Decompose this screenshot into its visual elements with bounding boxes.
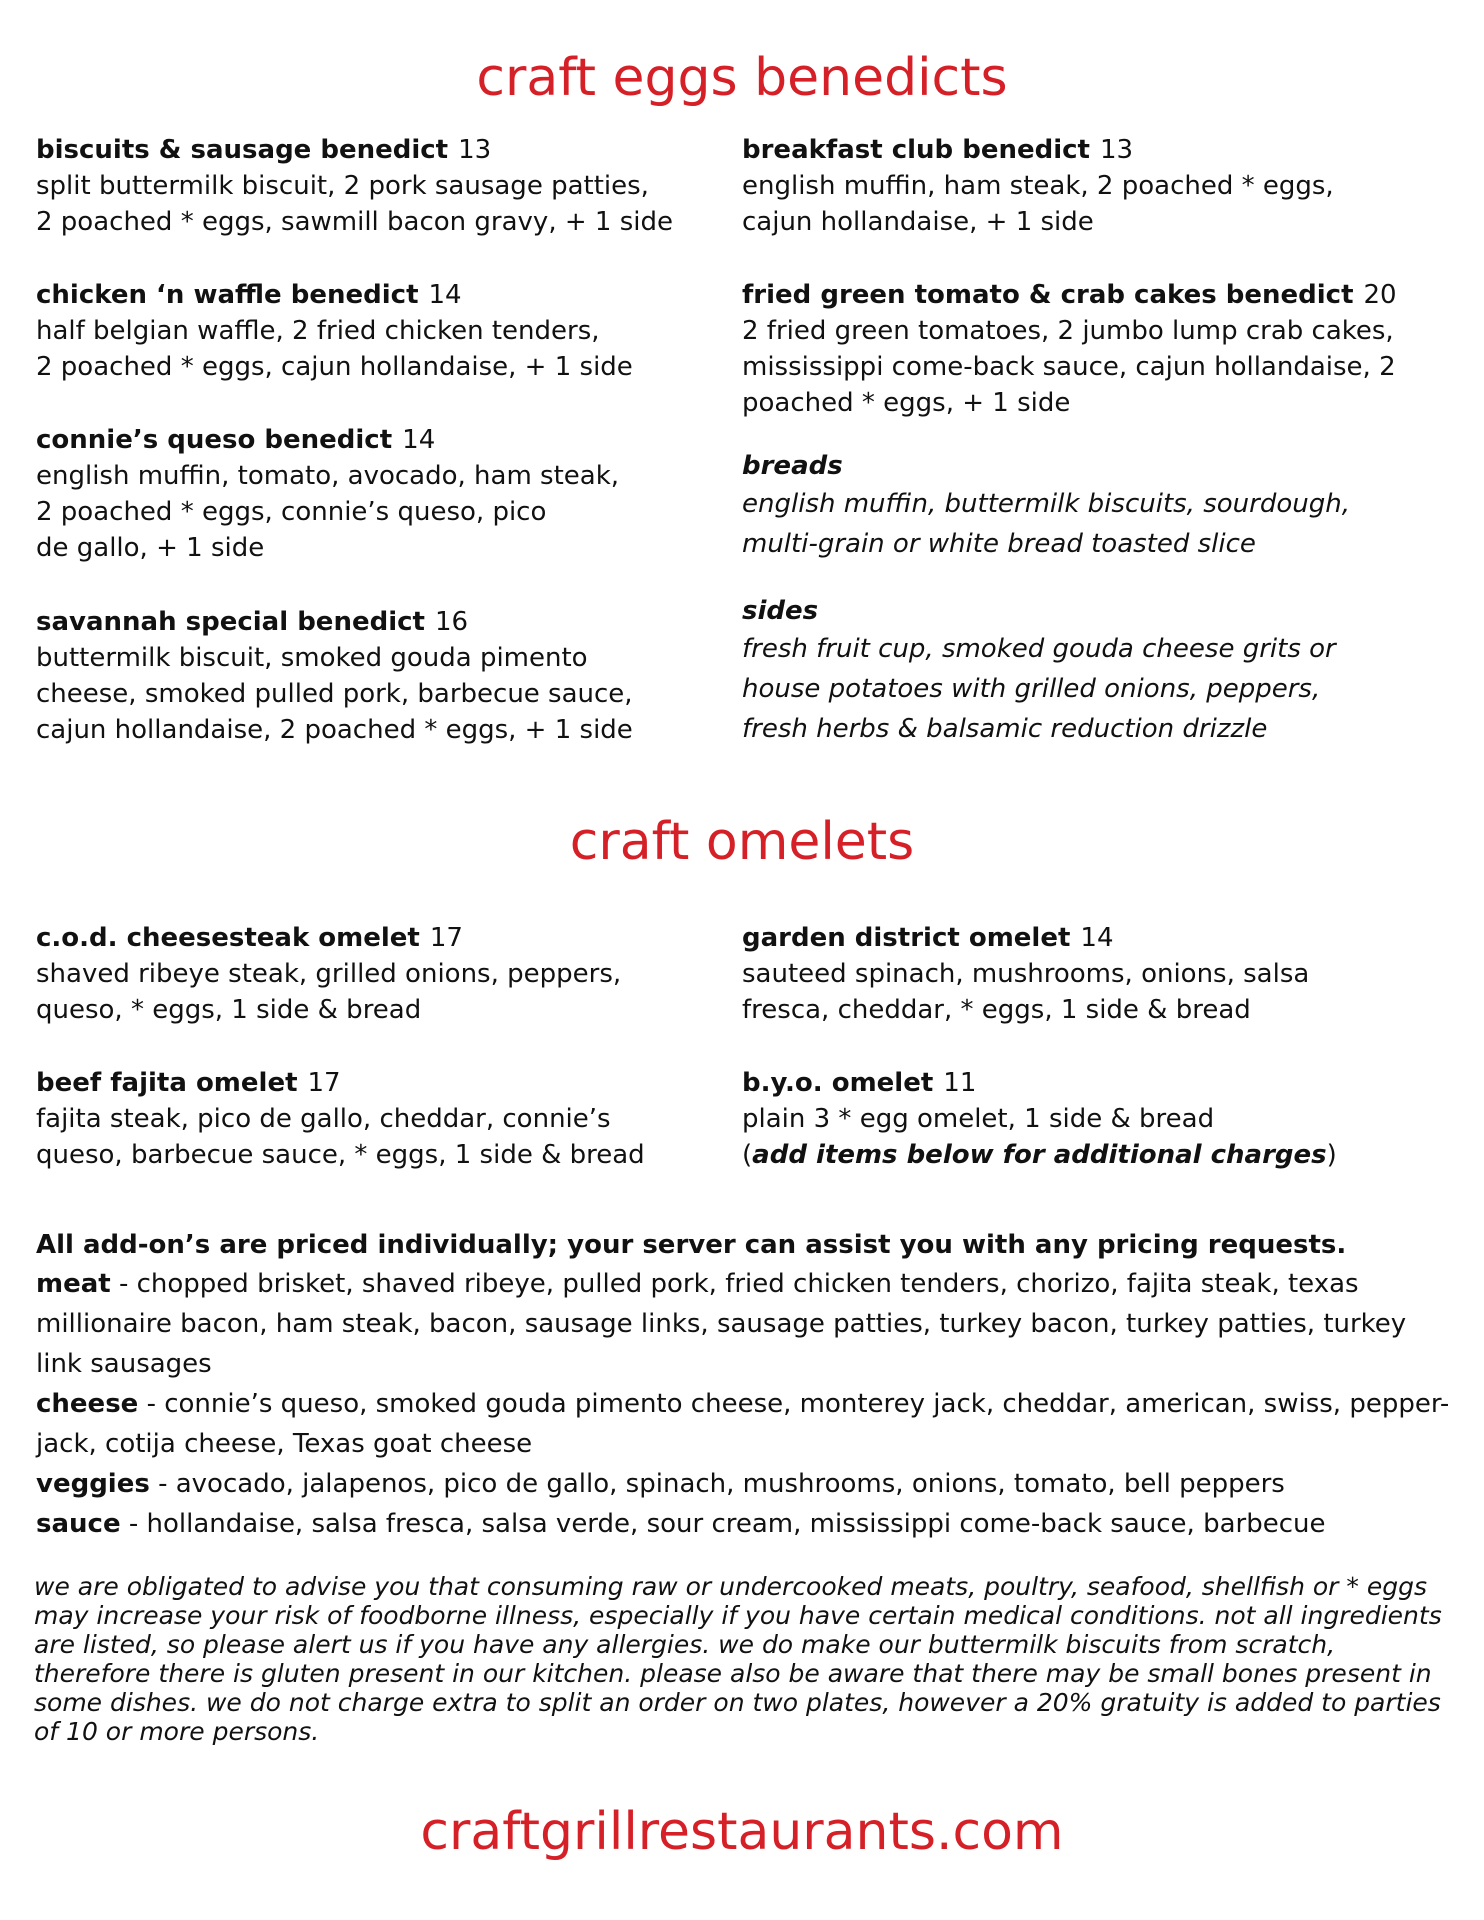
menu-item-breakfast-club-benedict: [742, 132, 1462, 240]
website-url[interactable]: craftgrillrestaurants.com: [420, 1802, 1064, 1862]
item-description: [742, 956, 1462, 1028]
addon-label: sauce: [36, 1509, 121, 1539]
menu-item-cod-cheesesteak-omelet: [36, 920, 756, 1028]
item-price: 16: [434, 607, 469, 637]
item-name: connie’s queso benedict: [36, 425, 393, 455]
sides-line: house potatoes with grilled onions, peppers,: [742, 674, 1321, 704]
item-name: fried green tomato & crab cakes benedict: [742, 280, 1354, 310]
item-name: garden district omelet: [742, 923, 1071, 953]
addon-row-cheese: [36, 1384, 1456, 1464]
desc-line: sauteed spinach, mushrooms, onions, salsa: [742, 959, 1310, 989]
item-price: 14: [428, 280, 462, 310]
menu-item-beef-fajita-omelet: [36, 1065, 756, 1173]
item-description: [742, 313, 1462, 421]
byo-note-close: ): [1326, 1140, 1337, 1170]
sides-line: fresh fruit cup, smoked gouda cheese grits or: [742, 634, 1336, 664]
desc-line: shaved ribeye steak, grilled onions, peppers,: [36, 959, 622, 989]
omelets-title: craft omelets: [569, 812, 915, 872]
byo-note-text: add items below for additional charges: [752, 1140, 1327, 1170]
menu-item-garden-district-omelet: [742, 920, 1462, 1028]
desc-line: fresca, cheddar, * eggs, 1 side & bread: [742, 995, 1251, 1025]
desc-line: english muffin, tomato, avocado, ham steak,: [36, 461, 620, 491]
item-description: [742, 1101, 1462, 1173]
item-name: chicken ‘n waffle benedict: [36, 280, 419, 310]
item-description: [36, 956, 756, 1028]
addon-label: cheese: [36, 1389, 139, 1419]
desc-line: cajun hollandaise, + 1 side: [742, 207, 1094, 237]
item-description: [36, 168, 756, 240]
item-name: beef fajita omelet: [36, 1068, 298, 1098]
desc-line: fajita steak, pico de gallo, cheddar, connie’s: [36, 1104, 611, 1134]
menu-item-fried-green-tomato-crab-cakes-benedict: [742, 277, 1462, 421]
addon-row-veggies: [36, 1464, 1456, 1504]
breads-line: multi-grain or white bread toasted slice: [742, 529, 1256, 559]
addon-text: - connie’s queso, smoked gouda pimento cheese, monterey jack, cheddar, american, swiss, pepper-jack, cotija cheese, Texas goat cheese: [36, 1389, 1450, 1459]
desc-line: queso, barbecue sauce, * eggs, 1 side & bread: [36, 1140, 645, 1170]
breads-line: english muffin, buttermilk biscuits, sourdough,: [742, 489, 1350, 519]
desc-line: english muffin, ham steak, 2 poached * eggs,: [742, 171, 1334, 201]
item-price: 13: [458, 135, 492, 165]
desc-line: 2 poached * eggs, cajun hollandaise, + 1 side: [36, 352, 633, 382]
sides-title: sides: [742, 596, 819, 626]
item-description: [742, 168, 1462, 240]
addons-section: [36, 1226, 1456, 1544]
addon-row-sauce: [36, 1504, 1456, 1544]
desc-line: cajun hollandaise, 2 poached * eggs, + 1 side: [36, 715, 633, 745]
desc-line: plain 3 * egg omelet, 1 side & bread: [742, 1104, 1215, 1134]
desc-line: split buttermilk biscuit, 2 pork sausage patties,: [36, 171, 649, 201]
addon-label: veggies: [36, 1469, 150, 1499]
item-name: c.o.d. cheesesteak omelet: [36, 923, 420, 953]
item-name: biscuits & sausage benedict: [36, 135, 449, 165]
benedicts-title: craft eggs benedicts: [476, 48, 1008, 108]
desc-line: queso, * eggs, 1 side & bread: [36, 995, 422, 1025]
desc-line: poached * eggs, + 1 side: [742, 388, 1071, 418]
desc-line: half belgian waffle, 2 fried chicken tenders,: [36, 316, 600, 346]
addon-text: - hollandaise, salsa fresca, salsa verde, sour cream, mississippi come-back sauce, barbecue: [120, 1509, 1326, 1539]
sides-line: fresh herbs & balsamic reduction drizzle: [742, 714, 1268, 744]
addon-text: - chopped brisket, shaved ribeye, pulled pork, fried chicken tenders, chorizo, fajita steak, texas millionaire bacon, ham steak, bacon, sausage links, sausage patties, turkey bacon, turkey patties, turkey link sausages: [36, 1269, 1407, 1379]
menu-item-byo-omelet: [742, 1065, 1462, 1173]
desc-line: mississippi come-back sauce, cajun hollandaise, 2: [742, 352, 1396, 382]
desc-line: 2 fried green tomatoes, 2 jumbo lump crab cakes,: [742, 316, 1394, 346]
byo-note-open: (: [742, 1140, 753, 1170]
item-description: [36, 1101, 756, 1173]
menu-item-connies-queso-benedict: [36, 422, 756, 566]
item-description: [36, 640, 756, 748]
desc-line: 2 poached * eggs, sawmill bacon gravy, + 1 side: [36, 207, 673, 237]
item-name: savannah special benedict: [36, 607, 425, 637]
item-name: b.y.o. omelet: [742, 1068, 934, 1098]
desc-line: cheese, smoked pulled pork, barbecue sauce,: [36, 679, 633, 709]
breads-note: [742, 448, 1462, 564]
addon-row-meat: [36, 1264, 1456, 1384]
breads-text: [742, 484, 1462, 564]
desc-line: 2 poached * eggs, connie’s queso, pico: [36, 497, 547, 527]
sides-note: [742, 593, 1462, 749]
item-description: [36, 313, 756, 385]
menu-item-savannah-special-benedict: [36, 604, 756, 748]
allergy-disclaimer: we are obligated to advise you that consuming raw or undercooked meats, poultry, seafood, shellfish or * eggs may increase your risk of foodborne illness, especially if you have certain medical conditions. not all ingredients are listed, so please alert us if you have any allergies. we do make our buttermilk biscuits from scratch, therefore there is gluten present in our kitchen. please also be aware that there may be small bones present in some dishes. we do not charge extra to split an order on two plates, however a 20% gratuity is added to parties of 10 or more persons.: [34, 1572, 1442, 1746]
desc-line: de gallo, + 1 side: [36, 533, 265, 563]
addon-label: meat: [36, 1269, 111, 1299]
byo-note: [742, 1137, 1462, 1173]
item-price: 14: [402, 425, 436, 455]
breads-title: breads: [742, 451, 843, 481]
item-description: [36, 458, 756, 566]
menu-item-biscuits-sausage-benedict: [36, 132, 756, 240]
item-price: 17: [429, 923, 463, 953]
desc-line: buttermilk biscuit, smoked gouda pimento: [36, 643, 588, 673]
item-price: 13: [1099, 135, 1134, 165]
addons-heading: All add-on’s are priced individually; your server can assist you with any pricing requests.: [36, 1230, 1347, 1260]
item-price: 20: [1363, 280, 1397, 310]
item-price: 14: [1080, 923, 1114, 953]
item-name: breakfast club benedict: [742, 135, 1090, 165]
menu-item-chicken-waffle-benedict: [36, 277, 756, 385]
item-price: 11: [943, 1068, 977, 1098]
sides-text: [742, 629, 1462, 749]
addon-text: - avocado, jalapenos, pico de gallo, spinach, mushrooms, onions, tomato, bell peppers: [149, 1469, 1285, 1499]
item-price: 17: [307, 1068, 341, 1098]
